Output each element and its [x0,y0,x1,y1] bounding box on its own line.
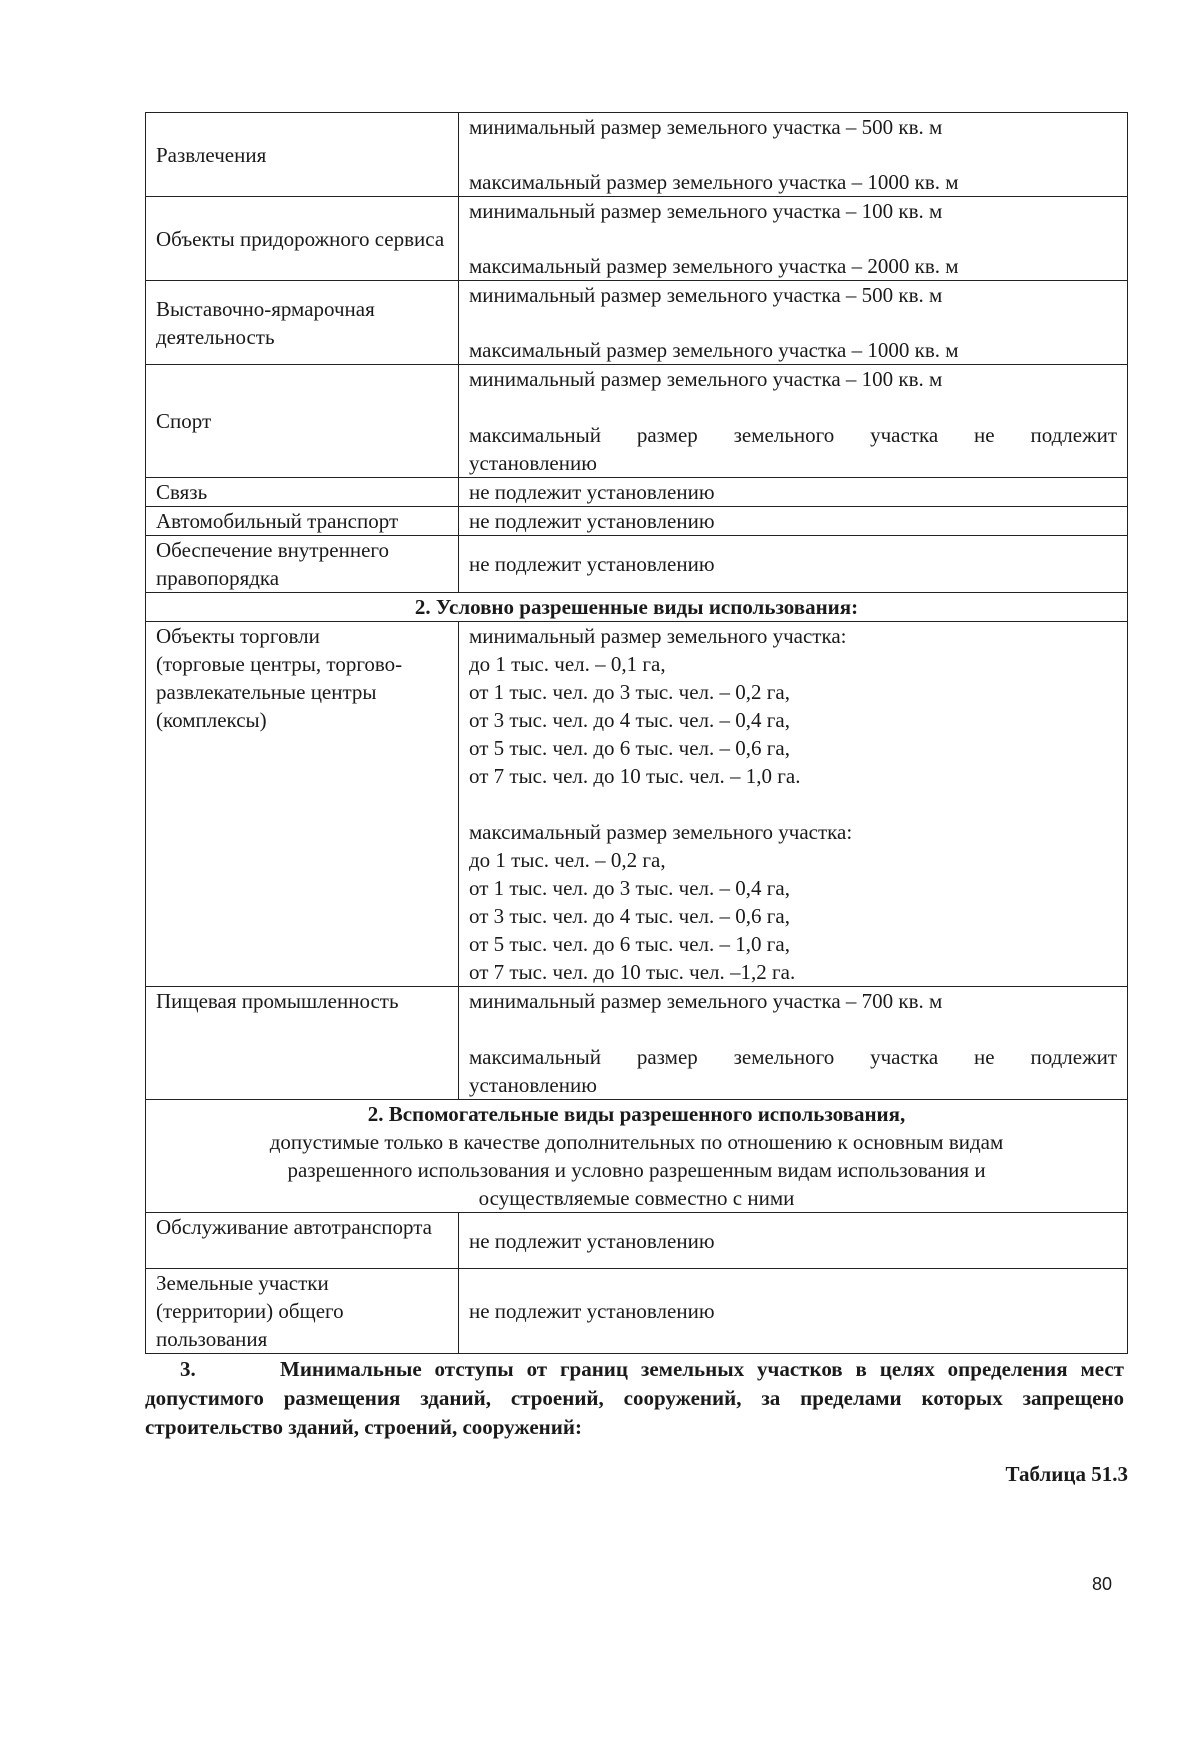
table-row [146,987,1128,1100]
list-item: от 7 тыс. чел. до 10 тыс. чел. – 1,0 га. [469,764,801,788]
max-size-title: максимальный размер земельного участка: [469,820,853,844]
max-size: максимальный размер земельного участка – 1000 кв. м [469,170,959,194]
min-size: минимальный размер земельного участка – 700 кв. м [469,989,943,1013]
size-cell [459,113,1128,197]
use-type-cell: Спорт [146,365,459,478]
max-size: максимальный размер земельного участка не подлежит [469,1045,1117,1069]
section-number: 3. [180,1357,196,1381]
max-size: максимальный размер земельного участка не подлежит [469,423,1117,447]
size-cell [459,987,1128,1100]
table-row [146,536,1128,593]
list-item: от 1 тыс. чел. до 3 тыс. чел. – 0,4 га, [469,876,790,900]
table-row [146,365,1128,478]
section-header-row [146,593,1128,622]
section-title-block: 2. Вспомогательные виды разрешенного использования, допустимые только в качестве дополнительных по отношению к основным видам разрешенного использования и условно разрешенным видам использования и осуществляемые совместно с ними [146,1100,1128,1213]
page-number: 80 [1091,1574,1112,1594]
use-type-cell: Пищевая промышленность [146,987,459,1100]
use-type-cell: Выставочно-ярмарочная деятельность [146,281,459,365]
max-size: максимальный размер земельного участка – 1000 кв. м [469,338,959,362]
list-item: от 3 тыс. чел. до 4 тыс. чел. – 0,4 га, [469,708,790,732]
size-cell [459,365,1128,478]
table-row [146,478,1128,507]
use-type-cell: Обеспечение внутреннего правопорядка [146,536,459,593]
size-cell: не подлежит установлению [459,478,1128,507]
use-type-cell: Объекты торговли (торговые центры, торгово- развлекательные центры (комплексы) [146,622,459,987]
section-3-paragraph [145,1355,1124,1442]
list-item: от 5 тыс. чел. до 6 тыс. чел. – 0,6 га, [469,736,790,760]
use-type-cell: Связь [146,478,459,507]
use-type-cell: Развлечения [146,113,459,197]
list-item: от 3 тыс. чел. до 4 тыс. чел. – 0,6 га, [469,904,790,928]
land-use-table [145,112,1128,1354]
section-title: 2. Вспомогательные виды разрешенного использования, [367,1102,906,1126]
use-type-cell: Земельные участки (территории) общего пользования [146,1269,459,1354]
list-item: от 5 тыс. чел. до 6 тыс. чел. – 1,0 га, [469,932,790,956]
list-item: до 1 тыс. чел. – 0,1 га, [469,652,666,676]
max-size-cont: установлению [469,1073,597,1097]
max-size-cont: установлению [469,451,597,475]
table-caption: Таблица 51.3 [1005,1462,1128,1486]
list-item: от 1 тыс. чел. до 3 тыс. чел. – 0,2 га, [469,680,790,704]
use-type-cell: Объекты придорожного сервиса [146,197,459,281]
min-size: минимальный размер земельного участка – 100 кв. м [469,199,943,223]
min-size-title: минимальный размер земельного участка: [469,624,847,648]
table-row [146,197,1128,281]
max-size: максимальный размер земельного участка – 2000 кв. м [469,254,959,278]
list-item: до 1 тыс. чел. – 0,2 га, [469,848,666,872]
table-row [146,507,1128,536]
size-cell [459,281,1128,365]
table-row [146,1213,1128,1269]
size-cell [459,197,1128,281]
table-row [146,622,1128,987]
size-cell: не подлежит установлению [459,1213,1128,1269]
table-row [146,113,1128,197]
use-type-cell: Обслуживание автотранспорта [146,1213,459,1269]
section-header-row [146,1100,1128,1213]
list-item: от 7 тыс. чел. до 10 тыс. чел. –1,2 га. [469,960,796,984]
use-type-cell: Автомобильный транспорт [146,507,459,536]
size-cell [459,622,1128,987]
min-size: минимальный размер земельного участка – 100 кв. м [469,367,943,391]
size-cell: не подлежит установлению [459,507,1128,536]
size-cell: не подлежит установлению [459,536,1128,593]
table-row [146,281,1128,365]
table-row [146,1269,1128,1354]
section-title: 2. Условно разрешенные виды использования: [146,593,1128,622]
min-size: минимальный размер земельного участка – 500 кв. м [469,115,943,139]
size-cell: не подлежит установлению [459,1269,1128,1354]
section-text: Минимальные отступы от границ земельных участков в целях определения мест допустимого размещения зданий, строений, сооружений, за пределами которых запрещено строительство зданий, строений, сооружений: [145,1357,1124,1439]
min-size: минимальный размер земельного участка – 500 кв. м [469,283,943,307]
